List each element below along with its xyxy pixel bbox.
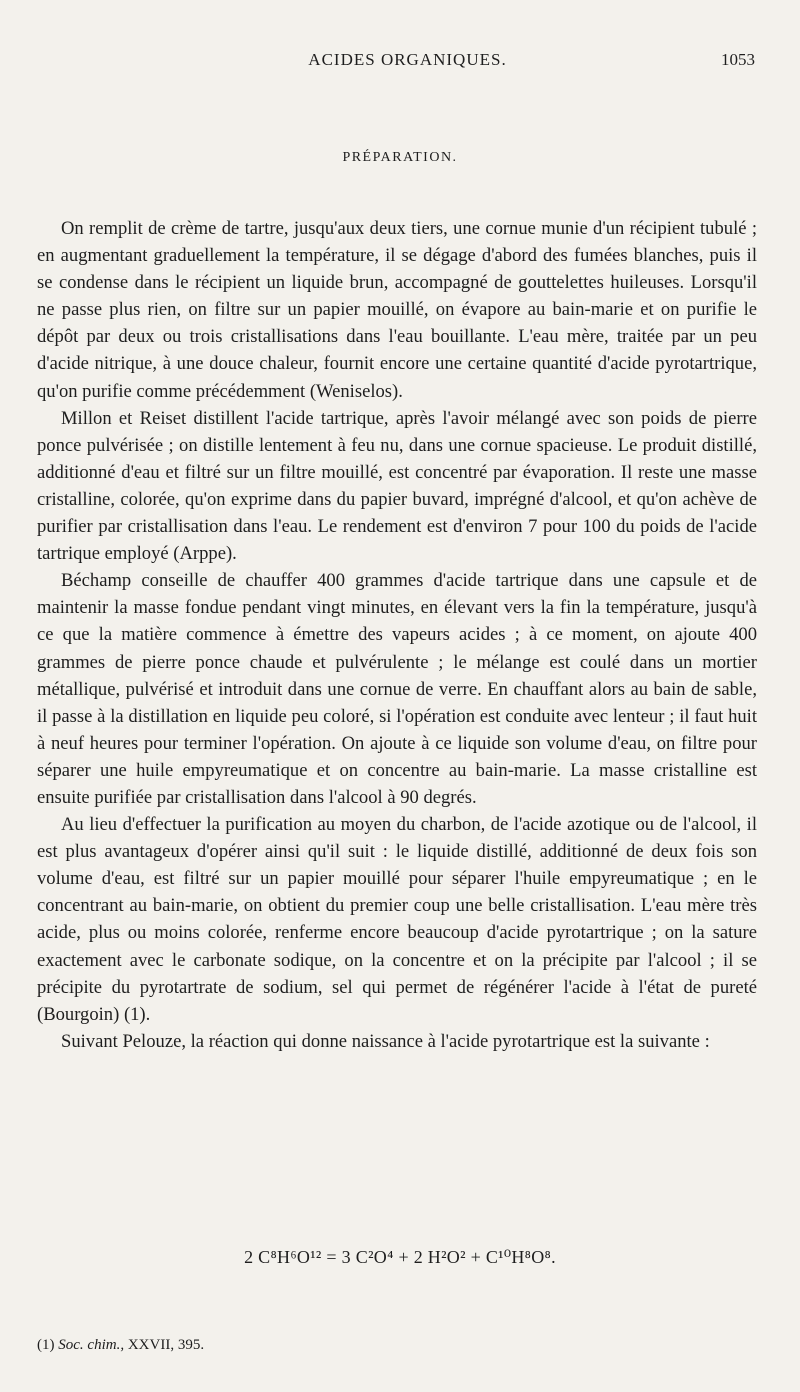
page-header <box>60 50 755 74</box>
paragraph-weniselos: On remplit de crème de tartre, jusqu'aux deux tiers, une cornue munie d'un récipient tubulé ; en augmentant graduellement la température, il se dégage d'abord des fumées blanches, puis il se condense dans le récipient un liquide brun, accompagné de gouttelettes huileuses. Lorsqu'il ne passe plus rien, on filtre sur un papier mouillé, on évapore au bain-marie et on purifie le dépôt par deux ou trois cristallisations dans l'eau bouillante. L'eau mère, traitée par un peu d'acide nitrique, à une douce chaleur, fournit encore une certaine quantité d'acide pyrotartrique, qu'on purifie comme précédemment (Weniselos). <box>37 218 757 402</box>
paragraph-bechamp: Béchamp conseille de chauffer 400 grammes d'acide tartrique dans une capsule et de maintenir la masse fondue pendant vingt minutes, en élevant vers la fin la température, jusqu'à ce que la matière commence à émettre des vapeurs acides ; à ce moment, on ajoute 400 grammes de pierre ponce chaude et pulvérulente ; le mélange est coulé dans un mortier métallique, pulvérisé et introduit dans une cornue de verre. En chauffant alors au bain de sable, il passe à la distillation en liquide peu coloré, si l'opération est conduite avec lenteur ; il faut huit à neuf heures pour terminer l'opération. On ajoute à ce liquide son volume d'eau, on filtre pour séparer une huile empyreumatique et on concentre au bain-marie. La masse cristalline est ensuite purifiée par cristallisation dans l'alcool à 90 degrés. <box>37 570 757 808</box>
running-title: ACIDES ORGANIQUES. <box>308 50 507 69</box>
paragraph-bourgoin: Au lieu d'effectuer la purification au moyen du charbon, de l'acide azotique ou de l'alcool, il est plus avantageux d'opérer ainsi qu'il suit : le liquide distillé, additionné de deux fois son volume d'eau, est filtré sur un papier mouillé pour séparer l'huile empyreumatique ; en le concentrant au bain-marie, on obtient du premier coup une belle cristallisation. L'eau mère très acide, plus ou moins colorée, renferme encore beaucoup d'acide pyrotartrique ; on la sature exactement avec le carbonate sodique, on la concentre et on la précipite par l'alcool ; il se précipite du pyrotartrate de sodium, sel qui permet de régénérer l'acide à l'état de pureté (Bourgoin) (1). <box>37 814 757 1025</box>
paragraph-pelouze: Suivant Pelouze, la réaction qui donne naissance à l'acide pyrotartrique est la suivante : <box>61 1030 710 1052</box>
footnote-source: Soc. chim., <box>58 1337 125 1353</box>
chemical-equation: 2 C⁸H⁶O¹² = 3 C²O⁴ + 2 H²O² + C¹⁰H⁸O⁸. <box>244 1247 556 1267</box>
footnote-reference: XXVII, 395. <box>127 1337 205 1353</box>
footnote <box>37 1337 204 1354</box>
body-text <box>37 215 757 1055</box>
footnote-marker: (1) <box>37 1337 55 1353</box>
page-number: 1053 <box>721 50 755 69</box>
paragraph-millon-reiset: Millon et Reiset distillent l'acide tartrique, après l'avoir mélangé avec son poids de pierre ponce pulvérisée ; on distille lentement à feu nu, dans une cornue spacieuse. Le produit distillé, additionné d'eau et filtré sur un filtre mouillé, est concentré par évaporation. Il reste une masse cristalline, colorée, qu'on exprime dans du papier buvard, imprégné d'alcool, et qu'on achève de purifier par cristallisation dans l'eau. Le rendement est d'environ 7 pour 100 du poids de l'acide tartrique employé (Arppe). <box>37 407 757 565</box>
section-title: PRÉPARATION. <box>342 150 458 165</box>
